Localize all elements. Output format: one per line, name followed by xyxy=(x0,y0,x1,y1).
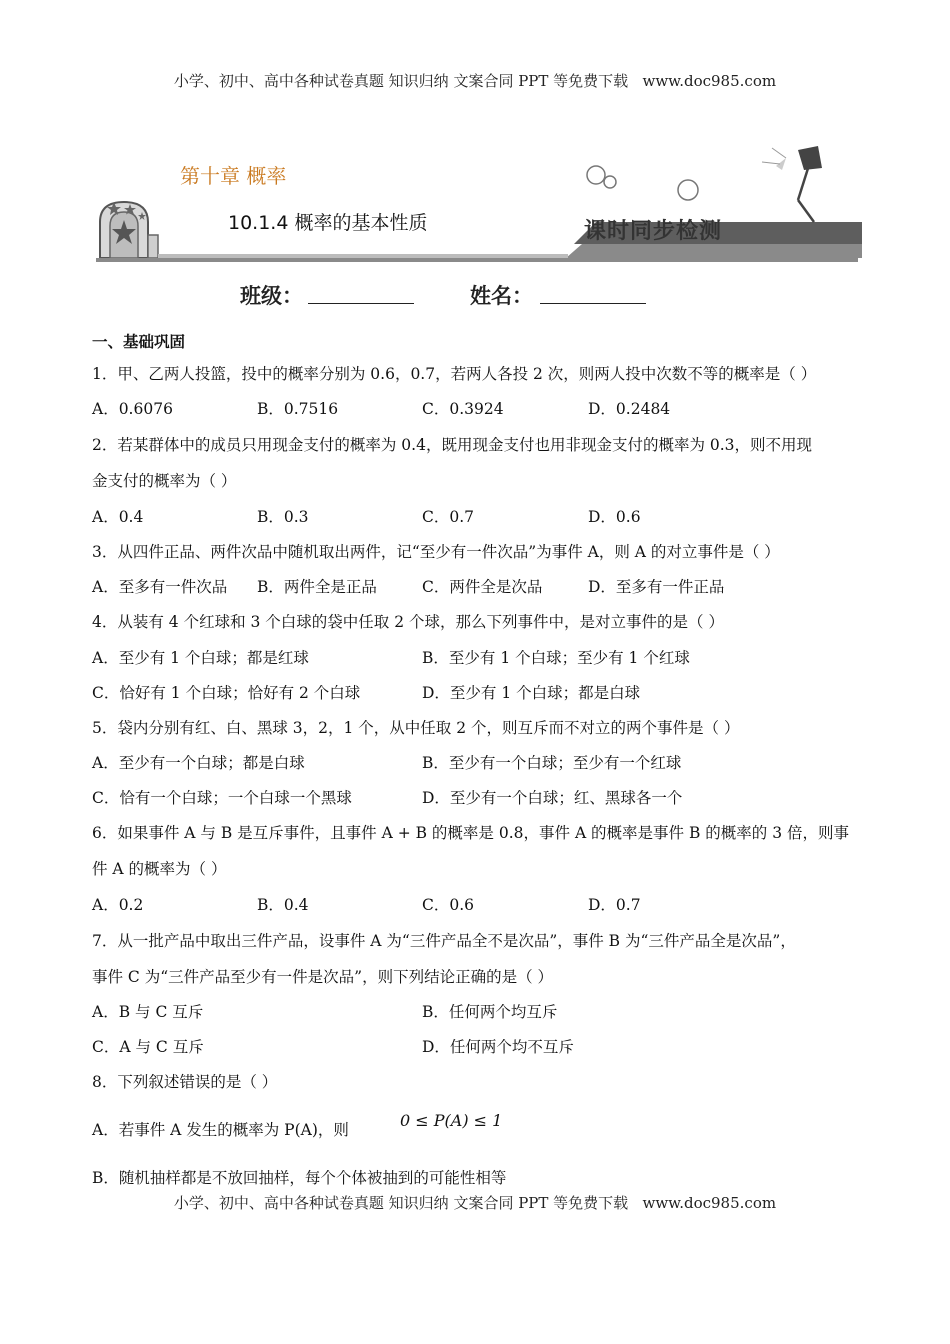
q7-option-d: D．任何两个均不互斥 xyxy=(422,1038,574,1056)
section-badge: 课时同步检测 xyxy=(584,219,723,244)
question-5-stem: 5．袋内分别有红、白、黑球 3，2，1 个，从中任取 2 个，则互斥而不对立的两个事件是（ ） xyxy=(92,719,740,737)
q6-option-b: B．0.4 xyxy=(257,896,309,914)
q7-option-a: A．B 与 C 互斥 xyxy=(92,1003,204,1021)
q4-option-d: D．至少有 1 个白球；都是白球 xyxy=(422,684,641,702)
q4-option-c: C．恰好有 1 个白球；恰好有 2 个白球 xyxy=(92,684,361,702)
q1-option-a: A．0.6076 xyxy=(92,400,173,418)
header-watermark: 小学、初中、高中各种试卷真题 知识归纳 文案合同 PPT 等免费下载 www.doc985.com xyxy=(173,72,777,90)
q8-option-a-formula: 0 ≤ P(A) ≤ 1 xyxy=(400,1111,503,1130)
star-badge-icon xyxy=(100,202,158,258)
question-6-stem: 6．如果事件 A 与 B 是互斥事件，且事件 A + B 的概率是 0.8，事件 A 的概率是事件 B 的概率的 3 倍，则事 xyxy=(92,824,850,842)
q7-option-c: C．A 与 C 互斥 xyxy=(92,1038,204,1056)
question-7-stem: 7．从一批产品中取出三件产品，设事件 A 为“三件产品全不是次品”，事件 B 为“三件产品全是次品”， xyxy=(92,932,796,950)
q2-option-d: D．0.6 xyxy=(588,508,641,526)
q2-option-c: C．0.7 xyxy=(422,508,475,526)
chapter-banner xyxy=(96,140,866,265)
q1-option-b: B．0.7516 xyxy=(257,400,339,418)
q7-option-b: B．任何两个均互斥 xyxy=(422,1003,558,1021)
question-6-stem-cont: 件 A 的概率为（ ） xyxy=(92,860,227,878)
question-4-stem: 4．从装有 4 个红球和 3 个白球的袋中任取 2 个球，那么下列事件中，是对立事件的是（ ） xyxy=(92,613,724,631)
class-field[interactable] xyxy=(308,281,414,304)
q4-option-a: A．至少有 1 个白球；都是红球 xyxy=(92,649,309,667)
q8-option-b: B．随机抽样都是不放回抽样，每个个体被抽到的可能性相等 xyxy=(92,1169,507,1187)
question-7-stem-cont: 事件 C 为“三件产品至少有一件是次品”，则下列结论正确的是（ ） xyxy=(92,968,553,986)
q3-option-c: C．两件全是次品 xyxy=(422,578,543,596)
question-8-stem: 8．下列叙述错误的是（ ） xyxy=(92,1073,278,1091)
q5-option-b: B．至少有一个白球；至少有一个红球 xyxy=(422,754,682,772)
q2-option-a: A．0.4 xyxy=(92,508,144,526)
q4-option-b: B．至少有 1 个白球；至少有 1 个红球 xyxy=(422,649,690,667)
q6-option-a: A．0.2 xyxy=(92,896,144,914)
q8-option-a: A．若事件 A 发生的概率为 P(A)，则 xyxy=(92,1121,349,1139)
question-1-stem: 1．甲、乙两人投篮，投中的概率分别为 0.6，0.7，若两人各投 2 次，则两人投中次数不等的概率是（ ） xyxy=(92,365,817,383)
chapter-title: 第十章 概率 xyxy=(180,164,287,188)
q3-option-d: D．至多有一件正品 xyxy=(588,578,725,596)
q6-option-d: D．0.7 xyxy=(588,896,641,914)
q3-option-b: B．两件全是正品 xyxy=(257,578,377,596)
name-label: 姓名： xyxy=(470,284,533,308)
q5-option-a: A．至少有一个白球；都是白球 xyxy=(92,754,305,772)
q1-option-d: D．0.2484 xyxy=(588,400,671,418)
q2-option-b: B．0.3 xyxy=(257,508,309,526)
question-2-stem: 2．若某群体中的成员只用现金支付的概率为 0.4，既用现金支付也用非现金支付的概率为 0.3，则不用现 xyxy=(92,436,813,454)
class-label: 班级： xyxy=(240,284,303,308)
footer-watermark: 小学、初中、高中各种试卷真题 知识归纳 文案合同 PPT 等免费下载 www.doc985.com xyxy=(173,1194,777,1212)
q6-option-c: C．0.6 xyxy=(422,896,475,914)
q1-option-c: C．0.3924 xyxy=(422,400,504,418)
q3-option-a: A．至多有一件次品 xyxy=(92,578,228,596)
lesson-title: 10.1.4 概率的基本性质 xyxy=(228,212,428,234)
q5-option-c: C．恰有一个白球；一个白球一个黑球 xyxy=(92,789,352,807)
name-field[interactable] xyxy=(540,281,646,304)
question-2-stem-cont: 金支付的概率为（ ） xyxy=(92,472,237,490)
q5-option-d: D．至少有一个白球；红、黑球各一个 xyxy=(422,789,683,807)
section-heading: 一、基础巩固 xyxy=(92,333,186,351)
question-3-stem: 3．从四件正品、两件次品中随机取出两件，记“至少有一件次品”为事件 A，则 A 的对立事件是（ ） xyxy=(92,543,780,561)
